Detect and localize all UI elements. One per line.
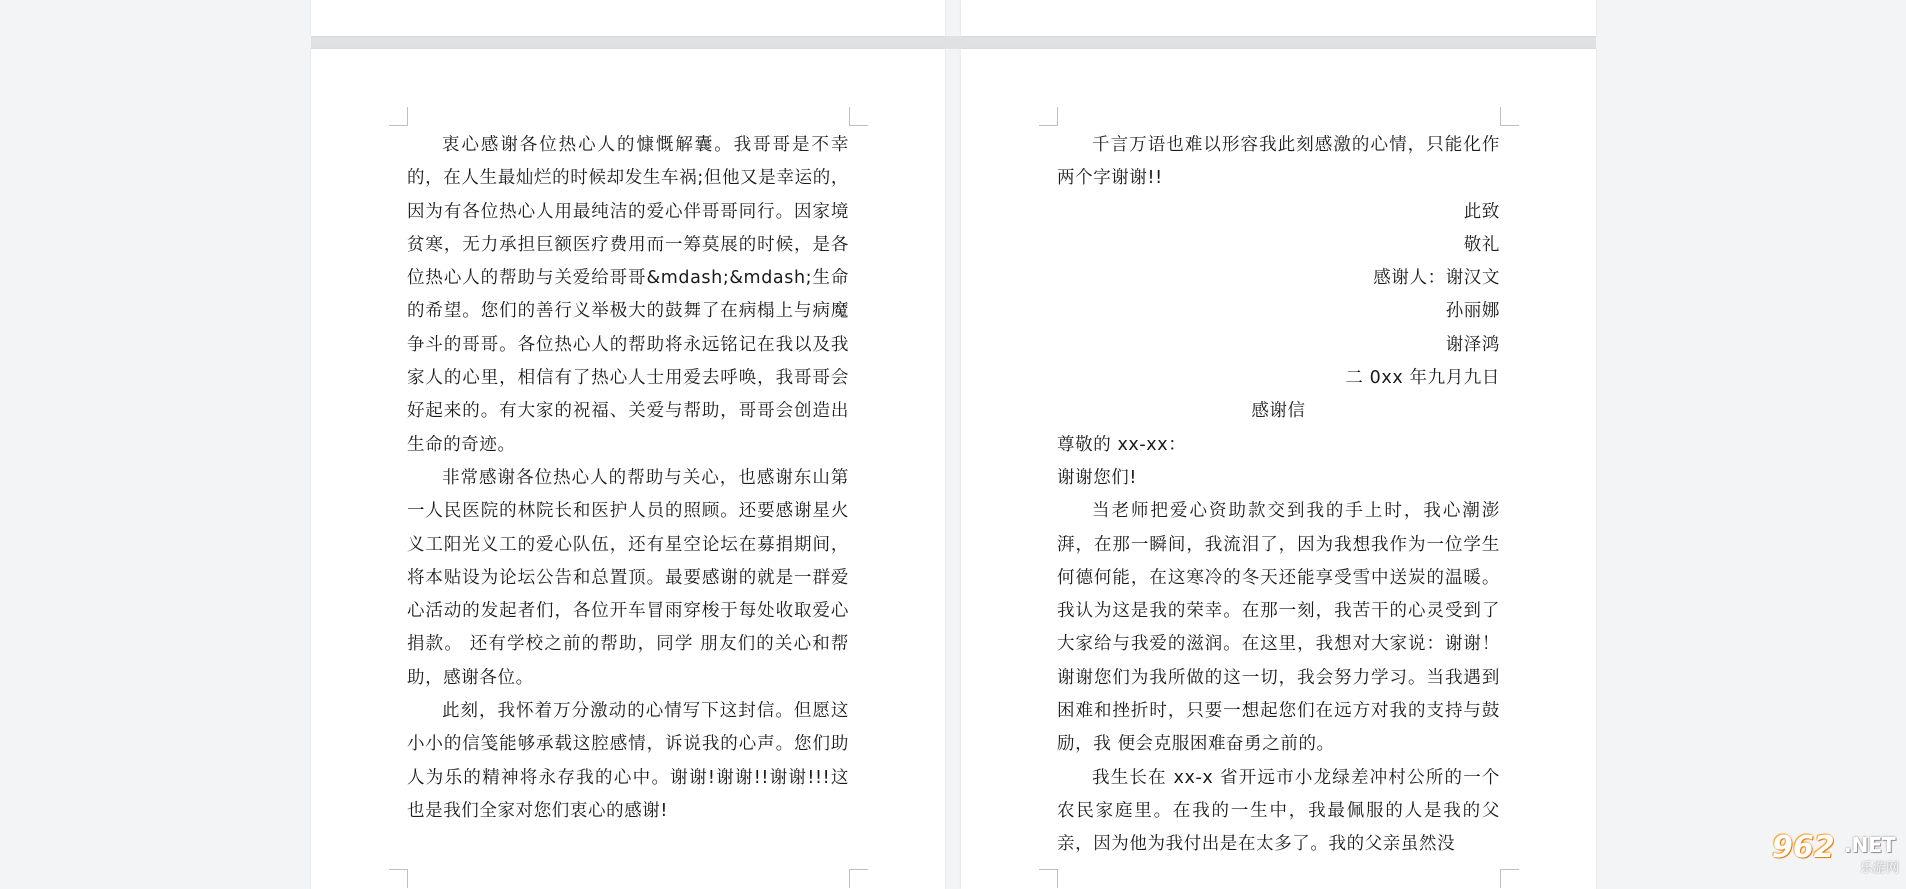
page-text-left xyxy=(407,129,849,828)
document-page-left xyxy=(311,49,945,889)
date-line: 二 0xx 年九月九日 xyxy=(1345,368,1500,389)
letter-title: 感谢信 xyxy=(1251,401,1306,422)
margin-mark-top-left xyxy=(389,107,408,126)
thanks-line: 谢谢您们! xyxy=(1057,467,1138,488)
signer-line: 孙丽娜 xyxy=(1445,301,1500,322)
margin-mark-top-right xyxy=(849,107,868,126)
watermark-suffix: .NET xyxy=(1844,833,1896,857)
paragraph: 此刻，我怀着万分激动的心情写下这封信。但愿这小小的信笺能够承载这腔感情，诉说我的心声。您们助人为乐的精神将永存我的心中。谢谢!谢谢!!谢谢!!!这也是我们全家对您们衷心的感谢! xyxy=(407,701,849,821)
site-watermark-logo xyxy=(1768,830,1900,876)
paragraph: 我生长在 xx-x 省开远市小龙绿差冲村公所的一个农民家庭里。在我的一生中，我最佩服的人是我的父亲，因为他为我付出是在太多了。我的父亲虽然没 xyxy=(1057,767,1500,855)
watermark-number: 962 xyxy=(1772,830,1835,865)
margin-mark-top-right xyxy=(1500,107,1519,126)
paragraph: 当老师把爱心资助款交到我的手上时，我心潮澎湃，在那一瞬间，我流泪了，因为我想我作为一位学生何德何能，在这寒冷的冬天还能享受雪中送炭的温暖。我认为这是我的荣幸。在那一刻，我苦干的心灵受到了大家给与我爱的滋润。在这里，我想对大家说：谢谢！谢谢您们为我所做的这一切，我会努力学习。当我遇到困难和挫折时，只要一想起您们在远方对我的支持与鼓励，我 便会克服困难奋勇之前的。 xyxy=(1057,501,1500,755)
salutation: 尊敬的 xx-xx： xyxy=(1057,434,1187,455)
closing-line: 此致 xyxy=(1463,201,1500,222)
closing-line: 敬礼 xyxy=(1463,234,1500,255)
paragraph: 千言万语也难以形容我此刻感激的心情，只能化作两个字谢谢!! xyxy=(1057,135,1500,189)
paragraph: 非常感谢各位热心人的帮助与关心，也感谢东山第一人民医院的林院长和医护人员的照顾。还要感谢星火义工阳光义工的爱心队伍，还有星空论坛在募捐期间，将本贴设为论坛公告和总置顶。最要感谢的就是一群爱心活动的发起者们，各位开车冒雨穿梭于每处收取爱心捐款。 还有学校之前的帮助，同学 朋友们的关心和帮助，感谢各位。 xyxy=(407,467,849,688)
margin-mark-top-left xyxy=(1039,107,1058,126)
paragraph: 衷心感谢各位热心人的慷慨解囊。我哥哥是不幸的，在人生最灿烂的时候却发生车祸;但他又是幸运的，因为有各位热心人用最纯洁的爱心伴哥哥同行。因家境贫寒，无力承担巨额医疗费用而一筹莫展的时候，是各位热心人的帮助与关爱给哥哥&mdash;&mdash;生命的希望。您们的善行义举极大的鼓舞了在病榻上与病魔争斗的哥哥。各位热心人的帮助将永远铭记在我以及我家人的心里，相信有了热心人士用爱去呼唤，我哥哥会好起来的。有大家的祝福、关爱与帮助，哥哥会创造出生命的奇迹。 xyxy=(407,135,849,455)
previous-page-left-bottom xyxy=(311,0,945,36)
page-gap xyxy=(311,36,1596,49)
previous-page-right-bottom xyxy=(961,0,1596,36)
signer-line: 感谢人：谢汉文 xyxy=(1373,268,1500,289)
watermark-name: 乐游网 xyxy=(1860,861,1900,876)
signer-line: 谢泽鸿 xyxy=(1445,334,1500,355)
page-text-right xyxy=(1057,129,1500,862)
document-page-right xyxy=(961,49,1596,889)
